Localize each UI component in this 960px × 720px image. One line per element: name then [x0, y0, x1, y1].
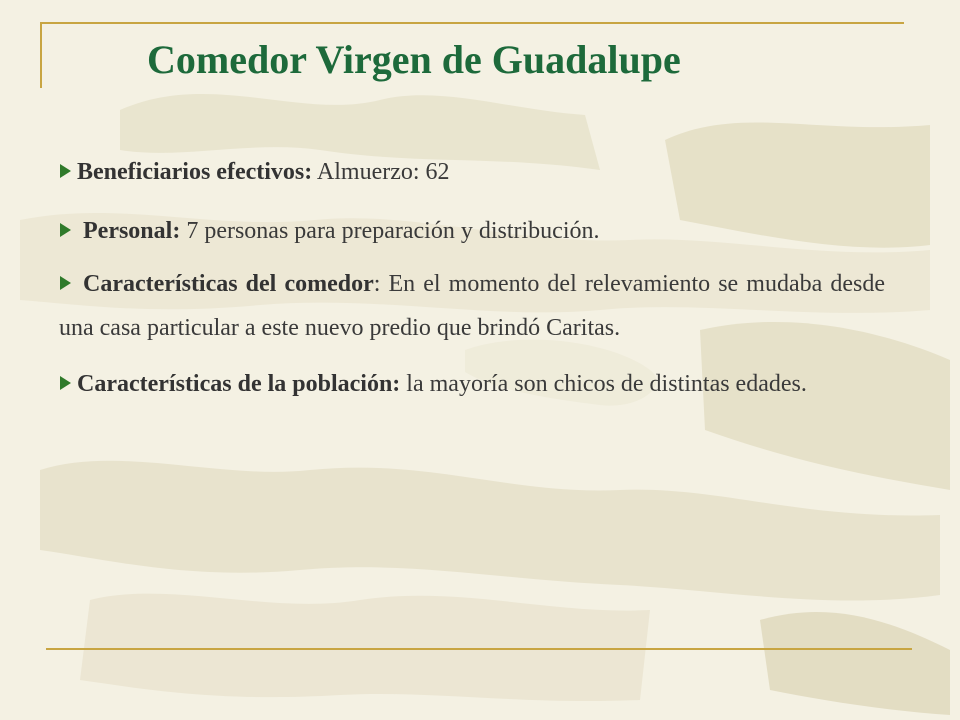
bullet-item-personal — [59, 209, 885, 253]
arrow-bullet-icon — [59, 162, 73, 180]
arrow-bullet-icon — [59, 374, 73, 392]
bullet-item-beneficiarios — [59, 150, 885, 194]
bullet-label: Beneficiarios efectivos: — [77, 159, 313, 185]
frame-top-rule — [40, 22, 904, 24]
bullet-label: Personal: — [83, 218, 181, 244]
slide-title: Comedor Virgen de Guadalupe — [147, 37, 681, 82]
frame-bottom-rule — [46, 648, 912, 650]
bullet-item-caracteristicas-poblacion — [59, 362, 885, 406]
arrow-bullet-icon — [59, 221, 73, 239]
bullet-text: Almuerzo: 62 — [312, 159, 450, 185]
bullet-label: Características de la población: — [77, 371, 401, 397]
bullet-label: Características del comedor — [83, 271, 374, 297]
bullet-text: la mayoría son chicos de distintas edades. — [400, 371, 807, 397]
frame-left-rule — [40, 22, 42, 88]
bullet-text: 7 personas para preparación y distribución. — [180, 218, 600, 244]
arrow-bullet-icon — [59, 274, 73, 292]
bullet-text: : En el momento del relevamiento se mudaba desde una casa particular a este nuevo predio que brindó Caritas. — [59, 271, 885, 341]
bullet-item-caracteristicas-comedor — [59, 262, 885, 350]
bullet-list — [59, 150, 885, 406]
